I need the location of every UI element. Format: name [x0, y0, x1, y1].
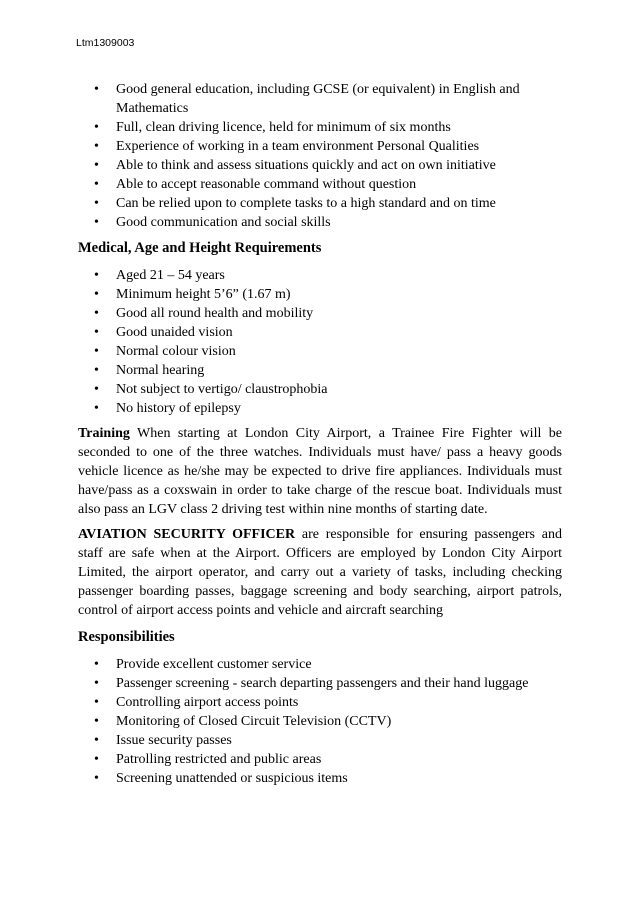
list-item: • Experience of working in a team environment Personal Qualities — [116, 137, 562, 156]
list-item: • Good unaided vision — [116, 323, 562, 342]
list-item: • Good communication and social skills — [116, 213, 562, 232]
qualities-section — [78, 80, 562, 232]
list-item: • Passenger screening - search departing passengers and their hand luggage — [116, 674, 562, 693]
list-item: • Able to think and assess situations quickly and act on own initiative — [116, 156, 562, 175]
list-item: • Can be relied upon to complete tasks to a high standard and on time — [116, 194, 562, 213]
list-item: • Good all round health and mobility — [116, 304, 562, 323]
training-text: When starting at London City Airport, a Trainee Fire Fighter will be seconded to one of the three watches. Individuals must have/ pass a heavy goods vehicle licence as he/she may be expected to drive fire appliances. Individuals must have/pass as a coxswain in order to take charge of the rescue boat. Individuals must also pass an LGV class 2 driving test within nine months of starting date. — [78, 426, 562, 517]
aviation-paragraph — [78, 525, 562, 620]
document-body — [78, 80, 562, 788]
list-item: • Patrolling restricted and public areas — [116, 750, 562, 769]
responsibilities-list — [78, 655, 562, 788]
list-item: • Monitoring of Closed Circuit Television (CCTV) — [116, 712, 562, 731]
list-item: • Screening unattended or suspicious items — [116, 769, 562, 788]
medical-heading: Medical, Age and Height Requirements — [78, 240, 322, 256]
medical-section — [78, 239, 562, 418]
list-item: • Not subject to vertigo/ claustrophobia — [116, 380, 562, 399]
training-lead: Training — [78, 426, 130, 441]
list-item: • No history of epilepsy — [116, 399, 562, 418]
responsibilities-section — [78, 628, 562, 788]
document-reference: Ltm1309003 — [76, 37, 135, 49]
list-item: • Full, clean driving licence, held for minimum of six months — [116, 118, 562, 137]
list-item: • Controlling airport access points — [116, 693, 562, 712]
aviation-text: are responsible for ensuring passengers and staff are safe when at the Airport. Officers are employed by London City Airport Limited, the airport operator, and carry out a variety of tasks, including checking passenger boarding passes, baggage screening and body searching, airport patrols, control of airport access points and vehicle and aircraft searching — [78, 527, 562, 618]
list-item: • Issue security passes — [116, 731, 562, 750]
responsibilities-heading: Responsibilities — [78, 629, 175, 645]
list-item: • Aged 21 – 54 years — [116, 266, 562, 285]
training-paragraph — [78, 424, 562, 519]
list-item: • Good general education, including GCSE (or equivalent) in English and Mathematics — [116, 80, 562, 118]
list-item: • Normal colour vision — [116, 342, 562, 361]
list-item: • Provide excellent customer service — [116, 655, 562, 674]
list-item: • Normal hearing — [116, 361, 562, 380]
aviation-lead: AVIATION SECURITY OFFICER — [78, 527, 296, 542]
list-item: • Able to accept reasonable command without question — [116, 175, 562, 194]
list-item: • Minimum height 5’6” (1.67 m) — [116, 285, 562, 304]
medical-list — [78, 266, 562, 418]
qualities-list — [78, 80, 562, 232]
